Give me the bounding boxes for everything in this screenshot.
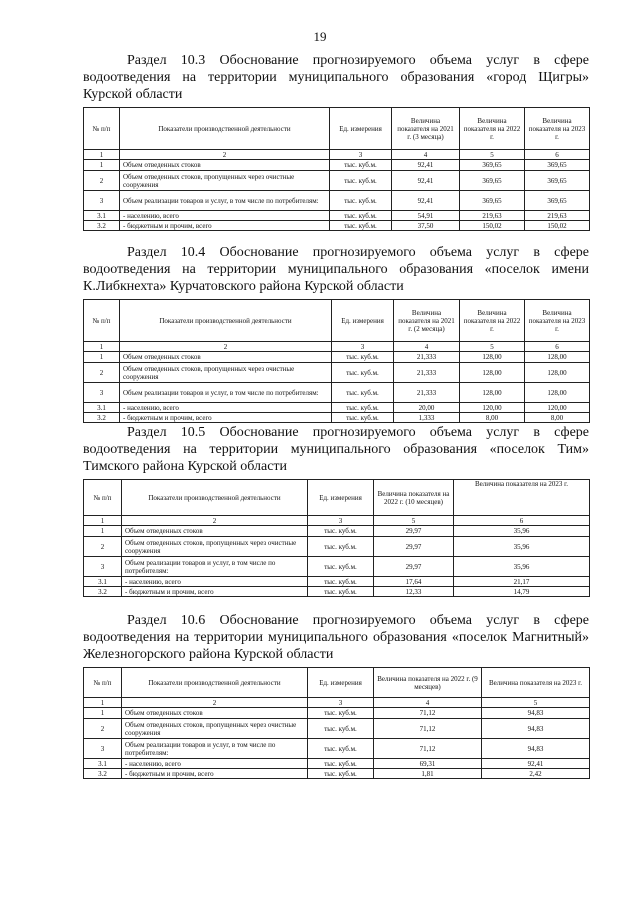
- cell: 2: [84, 537, 122, 557]
- cell: 128,00: [460, 352, 525, 363]
- cell: 369,65: [525, 191, 590, 211]
- cell: 3.1: [84, 403, 120, 413]
- column-number: 1: [84, 150, 120, 160]
- cell: 20,00: [394, 403, 460, 413]
- cell: 21,333: [394, 383, 460, 403]
- table-row: [84, 352, 590, 363]
- cell: 17,64: [374, 577, 454, 587]
- cell: тыс. куб.м.: [308, 577, 374, 587]
- cell: Объем реализации товаров и услуг, в том числе по потребителям:: [122, 557, 308, 577]
- cell: 54,91: [392, 211, 460, 221]
- cell: тыс. куб.м.: [308, 769, 374, 779]
- table-row: [84, 211, 590, 221]
- cell: 3: [84, 191, 120, 211]
- column-number: 4: [394, 342, 460, 352]
- cell: 8,00: [460, 413, 525, 423]
- table-row: [84, 739, 590, 759]
- cell: - бюджетным и прочим, всего: [122, 587, 308, 597]
- table-row: [84, 526, 590, 537]
- header-cell: Ед. измерения: [308, 480, 374, 516]
- cell: 3.1: [84, 577, 122, 587]
- cell: 3.1: [84, 211, 120, 221]
- cell: Объем отведенных стоков: [120, 352, 332, 363]
- cell: - бюджетным и прочим, всего: [120, 221, 330, 231]
- header-cell: Показатели производственной деятельности: [120, 108, 330, 150]
- cell: тыс. куб.м.: [332, 352, 394, 363]
- cell: 14,79: [454, 587, 590, 597]
- table-row: [84, 403, 590, 413]
- column-number: 6: [454, 516, 590, 526]
- cell: 12,33: [374, 587, 454, 597]
- cell: 3.2: [84, 221, 120, 231]
- section-10-4: [83, 244, 589, 423]
- cell: 128,00: [460, 363, 525, 383]
- forecast-table: [83, 667, 590, 779]
- cell: 3.1: [84, 759, 122, 769]
- cell: 69,31: [374, 759, 482, 769]
- cell: 1: [84, 708, 122, 719]
- table-row: [84, 191, 590, 211]
- cell: Объем отведенных стоков: [122, 708, 308, 719]
- cell: 3: [84, 383, 120, 403]
- column-number: 3: [330, 150, 392, 160]
- cell: 3.2: [84, 413, 120, 423]
- cell: - бюджетным и прочим, всего: [122, 769, 308, 779]
- cell: 150,02: [460, 221, 525, 231]
- header-cell: Ед. измерения: [308, 668, 374, 698]
- header-cell: Ед. измерения: [332, 300, 394, 342]
- table-row: [84, 769, 590, 779]
- header-cell: Величина показателя на 2022 г. (10 месяцев): [374, 480, 454, 516]
- cell: 3: [84, 557, 122, 577]
- cell: - бюджетным и прочим, всего: [120, 413, 332, 423]
- column-number: 6: [525, 150, 590, 160]
- cell: - населению, всего: [120, 211, 330, 221]
- table-row: [84, 537, 590, 557]
- cell: 94,83: [482, 708, 590, 719]
- cell: 120,00: [460, 403, 525, 413]
- cell: тыс. куб.м.: [308, 759, 374, 769]
- cell: тыс. куб.м.: [332, 403, 394, 413]
- cell: Объем отведенных стоков: [120, 160, 330, 171]
- cell: 71,12: [374, 739, 482, 759]
- column-number: 6: [525, 342, 590, 352]
- cell: тыс. куб.м.: [330, 191, 392, 211]
- cell: 29,97: [374, 557, 454, 577]
- cell: 1: [84, 526, 122, 537]
- cell: 128,00: [525, 363, 590, 383]
- column-number: 3: [308, 516, 374, 526]
- cell: тыс. куб.м.: [330, 160, 392, 171]
- column-number: 2: [120, 342, 332, 352]
- cell: 21,333: [394, 352, 460, 363]
- cell: 120,00: [525, 403, 590, 413]
- column-number: 1: [84, 698, 122, 708]
- cell: 37,50: [392, 221, 460, 231]
- column-number: 1: [84, 516, 122, 526]
- cell: 1: [84, 160, 120, 171]
- table-row: [84, 221, 590, 231]
- cell: 92,41: [392, 191, 460, 211]
- cell: 128,00: [460, 383, 525, 403]
- forecast-table: [83, 107, 590, 231]
- forecast-table: [83, 479, 590, 597]
- cell: 150,02: [525, 221, 590, 231]
- cell: - населению, всего: [122, 577, 308, 587]
- cell: тыс. куб.м.: [308, 587, 374, 597]
- table-row: [84, 577, 590, 587]
- cell: 71,12: [374, 708, 482, 719]
- cell: 21,17: [454, 577, 590, 587]
- cell: тыс. куб.м.: [330, 221, 392, 231]
- section-heading: Раздел 10.3 Обоснование прогнозируемого объема услуг в сфере водоотведения на территории муниципального образования «город Щигры» Курской области: [83, 53, 589, 102]
- cell: - населению, всего: [122, 759, 308, 769]
- cell: 29,97: [374, 537, 454, 557]
- header-cell: Величина показателя на 2023 г.: [454, 480, 590, 516]
- cell: тыс. куб.м.: [332, 363, 394, 383]
- column-number: 2: [120, 150, 330, 160]
- header-cell: Показатели производственной деятельности: [120, 300, 332, 342]
- cell: тыс. куб.м.: [330, 211, 392, 221]
- header-cell: Величина показателя на 2022 г.: [460, 108, 525, 150]
- table-row: [84, 171, 590, 191]
- cell: 35,96: [454, 526, 590, 537]
- column-number: 3: [332, 342, 394, 352]
- cell: 94,83: [482, 719, 590, 739]
- table-row: [84, 719, 590, 739]
- cell: 2: [84, 719, 122, 739]
- column-number: 5: [460, 342, 525, 352]
- column-number: 5: [482, 698, 590, 708]
- header-cell: Величина показателя на 2023 г.: [525, 300, 590, 342]
- column-number: 5: [374, 516, 454, 526]
- cell: 35,96: [454, 537, 590, 557]
- cell: - населению, всего: [120, 403, 332, 413]
- header-cell: Величина показателя на 2022 г. (9 месяцев): [374, 668, 482, 698]
- header-cell: Ед. измерения: [330, 108, 392, 150]
- cell: тыс. куб.м.: [308, 537, 374, 557]
- page-number: 19: [313, 29, 327, 44]
- header-cell: № п/п: [84, 480, 122, 516]
- column-number: 2: [122, 698, 308, 708]
- table-row: [84, 383, 590, 403]
- cell: 1,333: [394, 413, 460, 423]
- cell: тыс. куб.м.: [308, 719, 374, 739]
- cell: 71,12: [374, 719, 482, 739]
- cell: 369,65: [460, 160, 525, 171]
- cell: 369,65: [525, 160, 590, 171]
- cell: 3.2: [84, 587, 122, 597]
- cell: 2: [84, 363, 120, 383]
- table-row: [84, 363, 590, 383]
- table-row: [84, 413, 590, 423]
- column-number: 4: [392, 150, 460, 160]
- header-cell: Показатели производственной деятельности: [122, 668, 308, 698]
- cell: Объем реализации товаров и услуг, в том числе по потребителям:: [122, 739, 308, 759]
- cell: Объем отведенных стоков, пропущенных через очистные сооружения: [120, 363, 332, 383]
- header-cell: Величина показателя на 2023 г.: [525, 108, 590, 150]
- cell: 92,41: [392, 171, 460, 191]
- column-number: 2: [122, 516, 308, 526]
- forecast-table: [83, 299, 590, 423]
- section-10-5: [83, 424, 589, 597]
- header-cell: № п/п: [84, 300, 120, 342]
- cell: 2: [84, 171, 120, 191]
- cell: 3.2: [84, 769, 122, 779]
- cell: 2,42: [482, 769, 590, 779]
- section-heading: Раздел 10.6 Обоснование прогнозируемого объема услуг в сфере водоотведения на территории муниципального образования «поселок Магнитный» Железногорского района Курской области: [83, 613, 589, 662]
- cell: Объем реализации товаров и услуг, в том числе по потребителям:: [120, 383, 332, 403]
- cell: 369,65: [525, 171, 590, 191]
- table-row: [84, 587, 590, 597]
- section-10-3: [83, 52, 589, 231]
- table-row: [84, 759, 590, 769]
- cell: Объем отведенных стоков, пропущенных через очистные сооружения: [120, 171, 330, 191]
- cell: тыс. куб.м.: [332, 383, 394, 403]
- cell: Объем отведенных стоков, пропущенных через очистные сооружения: [122, 719, 308, 739]
- column-number: 1: [84, 342, 120, 352]
- column-number: 5: [460, 150, 525, 160]
- column-number: 3: [308, 698, 374, 708]
- cell: тыс. куб.м.: [308, 739, 374, 759]
- column-number: 4: [374, 698, 482, 708]
- cell: 219,63: [460, 211, 525, 221]
- cell: Объем отведенных стоков, пропущенных через очистные сооружения: [122, 537, 308, 557]
- cell: 3: [84, 739, 122, 759]
- cell: 8,00: [525, 413, 590, 423]
- cell: 92,41: [482, 759, 590, 769]
- table-row: [84, 708, 590, 719]
- cell: 219,63: [525, 211, 590, 221]
- cell: 1: [84, 352, 120, 363]
- cell: 21,333: [394, 363, 460, 383]
- section-heading: Раздел 10.5 Обоснование прогнозируемого объема услуг в сфере водоотведения на территории муниципального образования «поселок Тим» Тимского района Курской области: [83, 425, 589, 474]
- table-row: [84, 557, 590, 577]
- header-cell: № п/п: [84, 668, 122, 698]
- table-row: [84, 160, 590, 171]
- section-heading: Раздел 10.4 Обоснование прогнозируемого объема услуг в сфере водоотведения на территории муниципального образования «поселок имени К.Либкнехта» Курчатовского района Курской области: [83, 245, 589, 294]
- header-cell: Величина показателя на 2023 г.: [482, 668, 590, 698]
- cell: Объем реализации товаров и услуг, в том числе по потребителям:: [120, 191, 330, 211]
- section-10-6: [83, 612, 589, 779]
- header-cell: Показатели производственной деятельности: [122, 480, 308, 516]
- header-cell: Величина показателя на 2021 г. (3 месяца): [392, 108, 460, 150]
- cell: 94,83: [482, 739, 590, 759]
- cell: 369,65: [460, 171, 525, 191]
- cell: тыс. куб.м.: [308, 708, 374, 719]
- cell: 128,00: [525, 352, 590, 363]
- cell: 369,65: [460, 191, 525, 211]
- header-cell: Величина показателя на 2021 г. (2 месяца): [394, 300, 460, 342]
- cell: 29,97: [374, 526, 454, 537]
- cell: тыс. куб.м.: [332, 413, 394, 423]
- cell: 35,96: [454, 557, 590, 577]
- cell: тыс. куб.м.: [308, 526, 374, 537]
- cell: 1,81: [374, 769, 482, 779]
- cell: 128,00: [525, 383, 590, 403]
- header-cell: Величина показателя на 2022 г.: [460, 300, 525, 342]
- cell: тыс. куб.м.: [330, 171, 392, 191]
- header-cell: № п/п: [84, 108, 120, 150]
- cell: 92,41: [392, 160, 460, 171]
- cell: Объем отведенных стоков: [122, 526, 308, 537]
- cell: тыс. куб.м.: [308, 557, 374, 577]
